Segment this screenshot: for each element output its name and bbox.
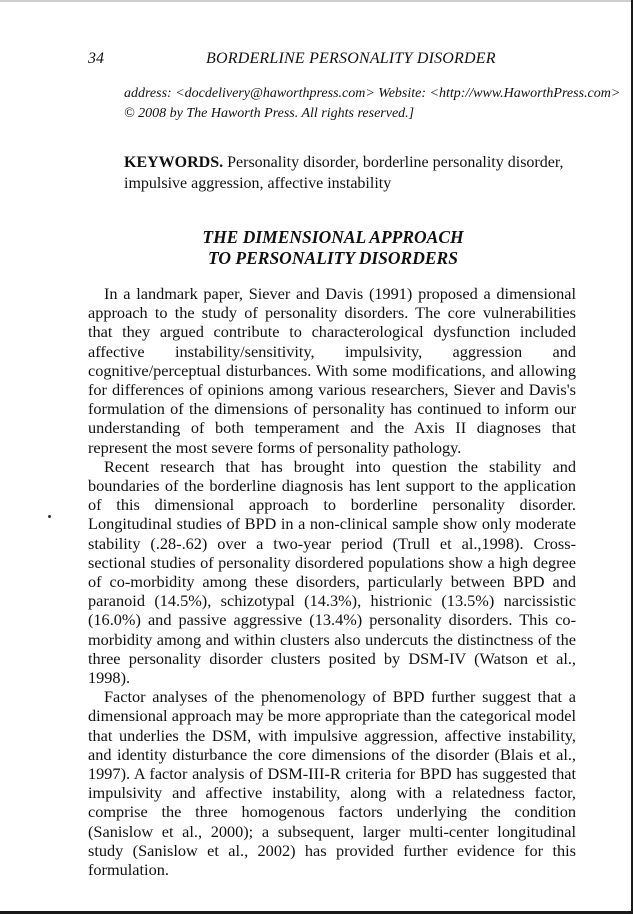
copyright-footnote bbox=[124, 84, 621, 124]
paragraph: Factor analyses of the phenomenology of BPD further suggest that a dimensional approach may be more appropriate than the categorical model that underlies the DSM, with impulsive aggression, affective instability, and identity disturbance the core dimensions of the disorder (Blais et al., 1997). A factor analysis of DSM-III-R criteria for BPD has suggested that impulsivity and affective instability, along with a relatedness factor, comprise the three homogenous factors underlying the condition (Sanislow et al., 2000); a subsequent, larger multi-center longitudinal study (Sanislow et al., 2002) has provided further evidence for this formulation. bbox=[88, 687, 576, 880]
running-head bbox=[88, 50, 578, 72]
scan-border-top bbox=[0, 0, 633, 2]
paragraph: In a landmark paper, Siever and Davis (1991) proposed a dimensional approach to the study of personality disorders. The core vulnerabilities that they argued contribute to characterological dysfunction included affective instability/sensitivity, impulsivity, aggression and cognitive/perceptual disturbances. With some modifications, and allowing for differences of opinions among various researchers, Siever and Davis's formulation of the dimensions of personality has continued to inform our understanding of both temperament and the Axis II diagnoses that represent the most severe forms of personality pathology. bbox=[88, 284, 576, 457]
keywords-block bbox=[124, 152, 580, 194]
section-heading-line-1: THE DIMENSIONAL APPROACH bbox=[202, 227, 464, 247]
footnote-address-line: address: <docdelivery@haworthpress.com> Website: <http://www.HaworthPress.com> bbox=[124, 86, 621, 101]
page-number: 34 bbox=[88, 50, 104, 67]
section-heading bbox=[88, 227, 578, 269]
scan-speck bbox=[48, 515, 51, 518]
body-text bbox=[88, 284, 576, 879]
footnote-copyright-line: © 2008 by The Haworth Press. All rights reserved.] bbox=[124, 106, 415, 121]
section-heading-line-2: TO PERSONALITY DISORDERS bbox=[208, 248, 458, 268]
running-title: BORDERLINE PERSONALITY DISORDER bbox=[206, 50, 496, 67]
keywords-text: Personality disorder, borderline personality disorder, impulsive aggression, affective instability bbox=[124, 154, 564, 192]
keywords-label: KEYWORDS. bbox=[124, 154, 224, 171]
paragraph: Recent research that has brought into question the stability and boundaries of the borderline diagnosis has lent support to the application of this dimensional approach to borderline personality disorder. Longitudinal studies of BPD in a non-clinical sample show only moderate stability (.28-.62) over a two-year period (Trull et al.,1998). Cross-sectional studies of personality disordered populations show a high degree of co-morbidity among these disorders, particularly between BPD and paranoid (14.5%), schizotypal (14.3%), histrionic (13.5%) narcissistic (16.0%) and passive aggressive (13.4%) personality disorders. This co-morbidity among and within clusters also undercuts the distinctness of the three personality disorder clusters posited by DSM-IV (Watson et al., 1998). bbox=[88, 456, 576, 688]
